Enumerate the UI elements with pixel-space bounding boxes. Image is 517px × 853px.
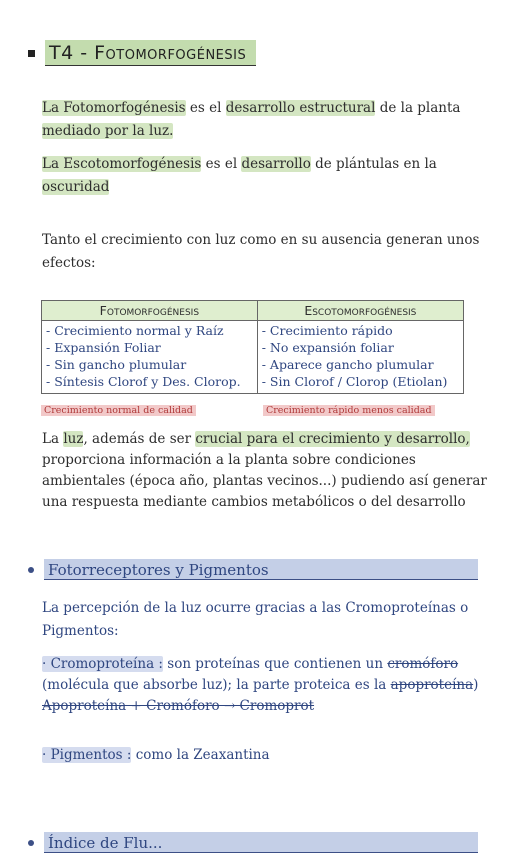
list-item: - Sin Clorof / Clorop (Etiolan) [261,374,448,389]
term-luz: luz [63,431,84,447]
percepcion-paragraph: La percepción de la luz ocurre gracias a las Cromoproteínas o Pigmentos: [42,600,469,639]
list-item: - Aparece gancho plumular [261,357,434,372]
section-heading-t4 [0,40,256,66]
table-row [42,321,464,394]
term-cromoproteina: · Cromoproteína : [42,656,163,672]
section-title: Fotorreceptores y Pigmentos [44,559,478,580]
round-bullet-icon [28,840,34,846]
term-escotomorfogenesis: La Escotomorfogénesis [42,156,202,172]
square-bullet-icon [28,50,35,57]
list-item: - Síntesis Clorof y Des. Clorop. [46,374,241,389]
table-cell-foto [42,321,258,394]
list-item: - Sin gancho plumular [46,357,187,372]
definition-escotomorfogenesis: La Escotomorfogénesis es el desarrollo de plántulas en la oscuridad [42,156,437,195]
table-header-foto: Fotomorfogénesis [42,301,258,321]
list-item: - No expansión foliar [261,340,394,355]
cromoproteina-paragraph: · Cromoproteína : son proteínas que contienen un cromóforo (molécula que absorbe luz); la parte proteica es la apoproteína) Apoproteína + Cromóforo → Cromoprot [42,656,479,714]
definition-fotomorfogenesis: La Fotomorfogénesis es el desarrollo estructural de la planta mediado por la luz. [42,100,461,139]
section-heading-indice [0,832,478,853]
list-item: - Crecimiento normal y Raíz [46,323,224,338]
list-item: - Expansión Foliar [46,340,161,355]
section-title: T4 - Fotomorfogénesis [45,40,256,66]
footnote-escoto: Crecimiento rápido menos calidad [263,405,435,416]
pigmentos-paragraph: · Pigmentos : como la Zeaxantina [42,747,270,763]
effects-intro: Tanto el crecimiento con luz como en su ausencia generan unos efectos: [42,232,480,271]
table-cell-escoto [257,321,463,394]
term-fotomorfogenesis: La Fotomorfogénesis [42,100,186,116]
section-title: Índice de Flu... [44,832,478,853]
section-heading-fotorreceptores [0,559,478,580]
footnote-foto: Crecimiento normal de calidad [41,405,196,416]
round-bullet-icon [28,567,34,573]
list-item: - Crecimiento rápido [261,323,393,338]
comparison-table [41,300,464,394]
table-header-escoto: Escotomorfogénesis [257,301,463,321]
term-pigmentos: · Pigmentos : [42,747,132,763]
luz-paragraph: La luz, además de ser crucial para el crecimiento y desarrollo, proporciona información a la planta sobre condiciones ambientales (época año, plantas vecinos...) pudiendo así generar una respuesta mediante cambios metabólicos o del desarrollo [42,431,487,510]
formula: Apoproteína + Cromóforo → Cromoprot [42,698,315,714]
